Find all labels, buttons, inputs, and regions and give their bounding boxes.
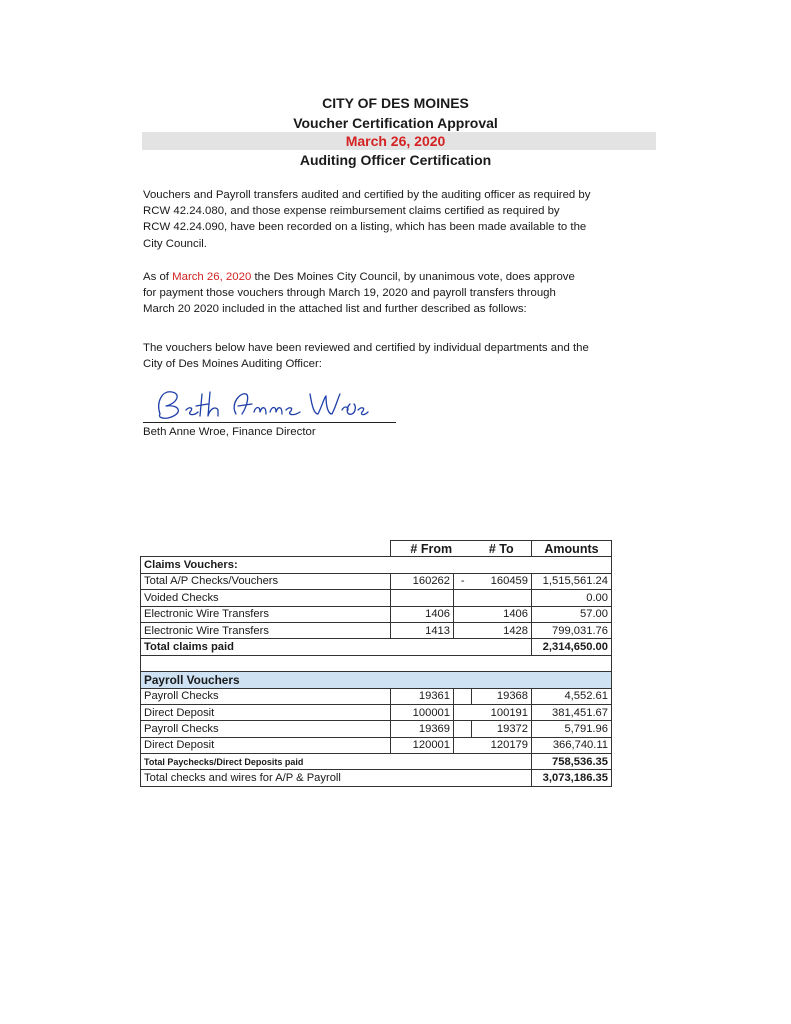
row-dash [454, 688, 472, 704]
row-from: 19369 [391, 721, 454, 737]
paragraph-council-approval [143, 269, 643, 318]
row-dash [454, 737, 472, 753]
signatory-name: Beth Anne Wroe, Finance Director [143, 426, 316, 438]
row-amount: 4,552.61 [532, 688, 612, 704]
row-label: Payroll Checks [141, 721, 391, 737]
row-from: 120001 [391, 737, 454, 753]
text-fragment: As of [143, 271, 173, 283]
handwritten-signature [150, 384, 370, 426]
table-row [141, 688, 612, 704]
grand-total-amount: 3,073,186.35 [532, 770, 612, 786]
certification-date: March 26, 2020 [345, 133, 446, 149]
spacer-cell [141, 655, 612, 671]
table-row [141, 590, 612, 606]
paragraph-line: RCW 42.24.090, have been recorded on a listing, which has been made available to the [143, 221, 587, 234]
table-row [141, 721, 612, 737]
row-label: Total A/P Checks/Vouchers [141, 573, 391, 589]
row-amount: 366,740.11 [532, 737, 612, 753]
total-label: Total claims paid [141, 639, 532, 655]
row-amount: 5,791.96 [532, 721, 612, 737]
spacer-row [141, 655, 612, 671]
claims-total-row [141, 639, 612, 655]
document-title: Voucher Certification Approval [293, 115, 498, 131]
row-to: 1406 [472, 606, 532, 622]
table-row [141, 737, 612, 753]
row-from: 100001 [391, 704, 454, 720]
row-amount: 57.00 [532, 606, 612, 622]
paragraph-review-statement [143, 340, 643, 372]
row-dash: - [454, 573, 472, 589]
paragraph-line: The vouchers below have been reviewed and certified by individual departments and the [143, 342, 589, 354]
header-blank-cell [141, 541, 391, 557]
row-label: Direct Deposit [141, 737, 391, 753]
row-dash [454, 606, 472, 622]
table-row [141, 606, 612, 622]
approval-date: March 26, 2020 [172, 271, 252, 283]
paragraph-line: City Council. [143, 237, 207, 250]
row-dash [454, 704, 472, 720]
row-to [472, 590, 532, 606]
paragraph-line [143, 269, 643, 285]
total-label: Total Paychecks/Direct Deposits paid [141, 754, 532, 770]
text-fragment: the Des Moines City Council, by unanimous vote, does approve [251, 271, 575, 283]
paragraph-line: for payment those vouchers through March 19, 2020 and payroll transfers through [143, 287, 556, 300]
row-label: Voided Checks [141, 590, 391, 606]
row-to: 100191 [472, 704, 532, 720]
table-row [141, 704, 612, 720]
row-amount: 1,515,561.24 [532, 573, 612, 589]
row-from: 1413 [391, 622, 454, 638]
row-to: 1428 [472, 622, 532, 638]
row-amount: 381,451.67 [532, 704, 612, 720]
row-amount: 799,031.76 [532, 622, 612, 638]
paragraph-line: Vouchers and Payroll transfers audited and certified by the auditing officer as required by [143, 189, 591, 201]
row-label: Direct Deposit [141, 704, 391, 720]
total-amount: 2,314,650.00 [532, 639, 612, 655]
document-subtitle: Auditing Officer Certification [299, 152, 492, 168]
signature-line [143, 422, 396, 423]
header-from: # From [391, 541, 472, 557]
row-dash [454, 590, 472, 606]
paragraph-line: City of Des Moines Auditing Officer: [143, 358, 322, 371]
row-to: 19368 [472, 688, 532, 704]
grand-total-label: Total checks and wires for A/P & Payroll [141, 770, 532, 786]
payroll-heading: Payroll Vouchers [141, 672, 612, 688]
row-label: Electronic Wire Transfers [141, 622, 391, 638]
section-row-claims [141, 557, 612, 573]
row-to: 120179 [472, 737, 532, 753]
row-dash [454, 721, 472, 737]
payroll-total-row [141, 754, 612, 770]
voucher-summary-table [140, 540, 612, 787]
row-from [391, 590, 454, 606]
table-row [141, 622, 612, 638]
paragraph-line: RCW 42.24.080, and those expense reimbursement claims certified as required by [143, 205, 560, 218]
row-amount: 0.00 [532, 590, 612, 606]
claims-heading: Claims Vouchers: [141, 557, 612, 573]
paragraph-audit-statement [143, 187, 643, 252]
table-header-row [141, 541, 612, 557]
row-from: 1406 [391, 606, 454, 622]
total-amount: 758,536.35 [532, 754, 612, 770]
city-name: CITY OF DES MOINES [322, 95, 469, 111]
row-from: 19361 [391, 688, 454, 704]
paragraph-line: March 20 2020 included in the attached list and further described as follows: [143, 303, 527, 316]
row-dash [454, 622, 472, 638]
row-from: 160262 [391, 573, 454, 589]
header-to: # To [472, 541, 532, 557]
grand-total-row [141, 770, 612, 786]
row-label: Payroll Checks [141, 688, 391, 704]
row-label: Electronic Wire Transfers [141, 606, 391, 622]
table-row [141, 573, 612, 589]
row-to: 160459 [472, 573, 532, 589]
section-row-payroll [141, 672, 612, 688]
header-amounts: Amounts [532, 541, 612, 557]
row-to: 19372 [472, 721, 532, 737]
